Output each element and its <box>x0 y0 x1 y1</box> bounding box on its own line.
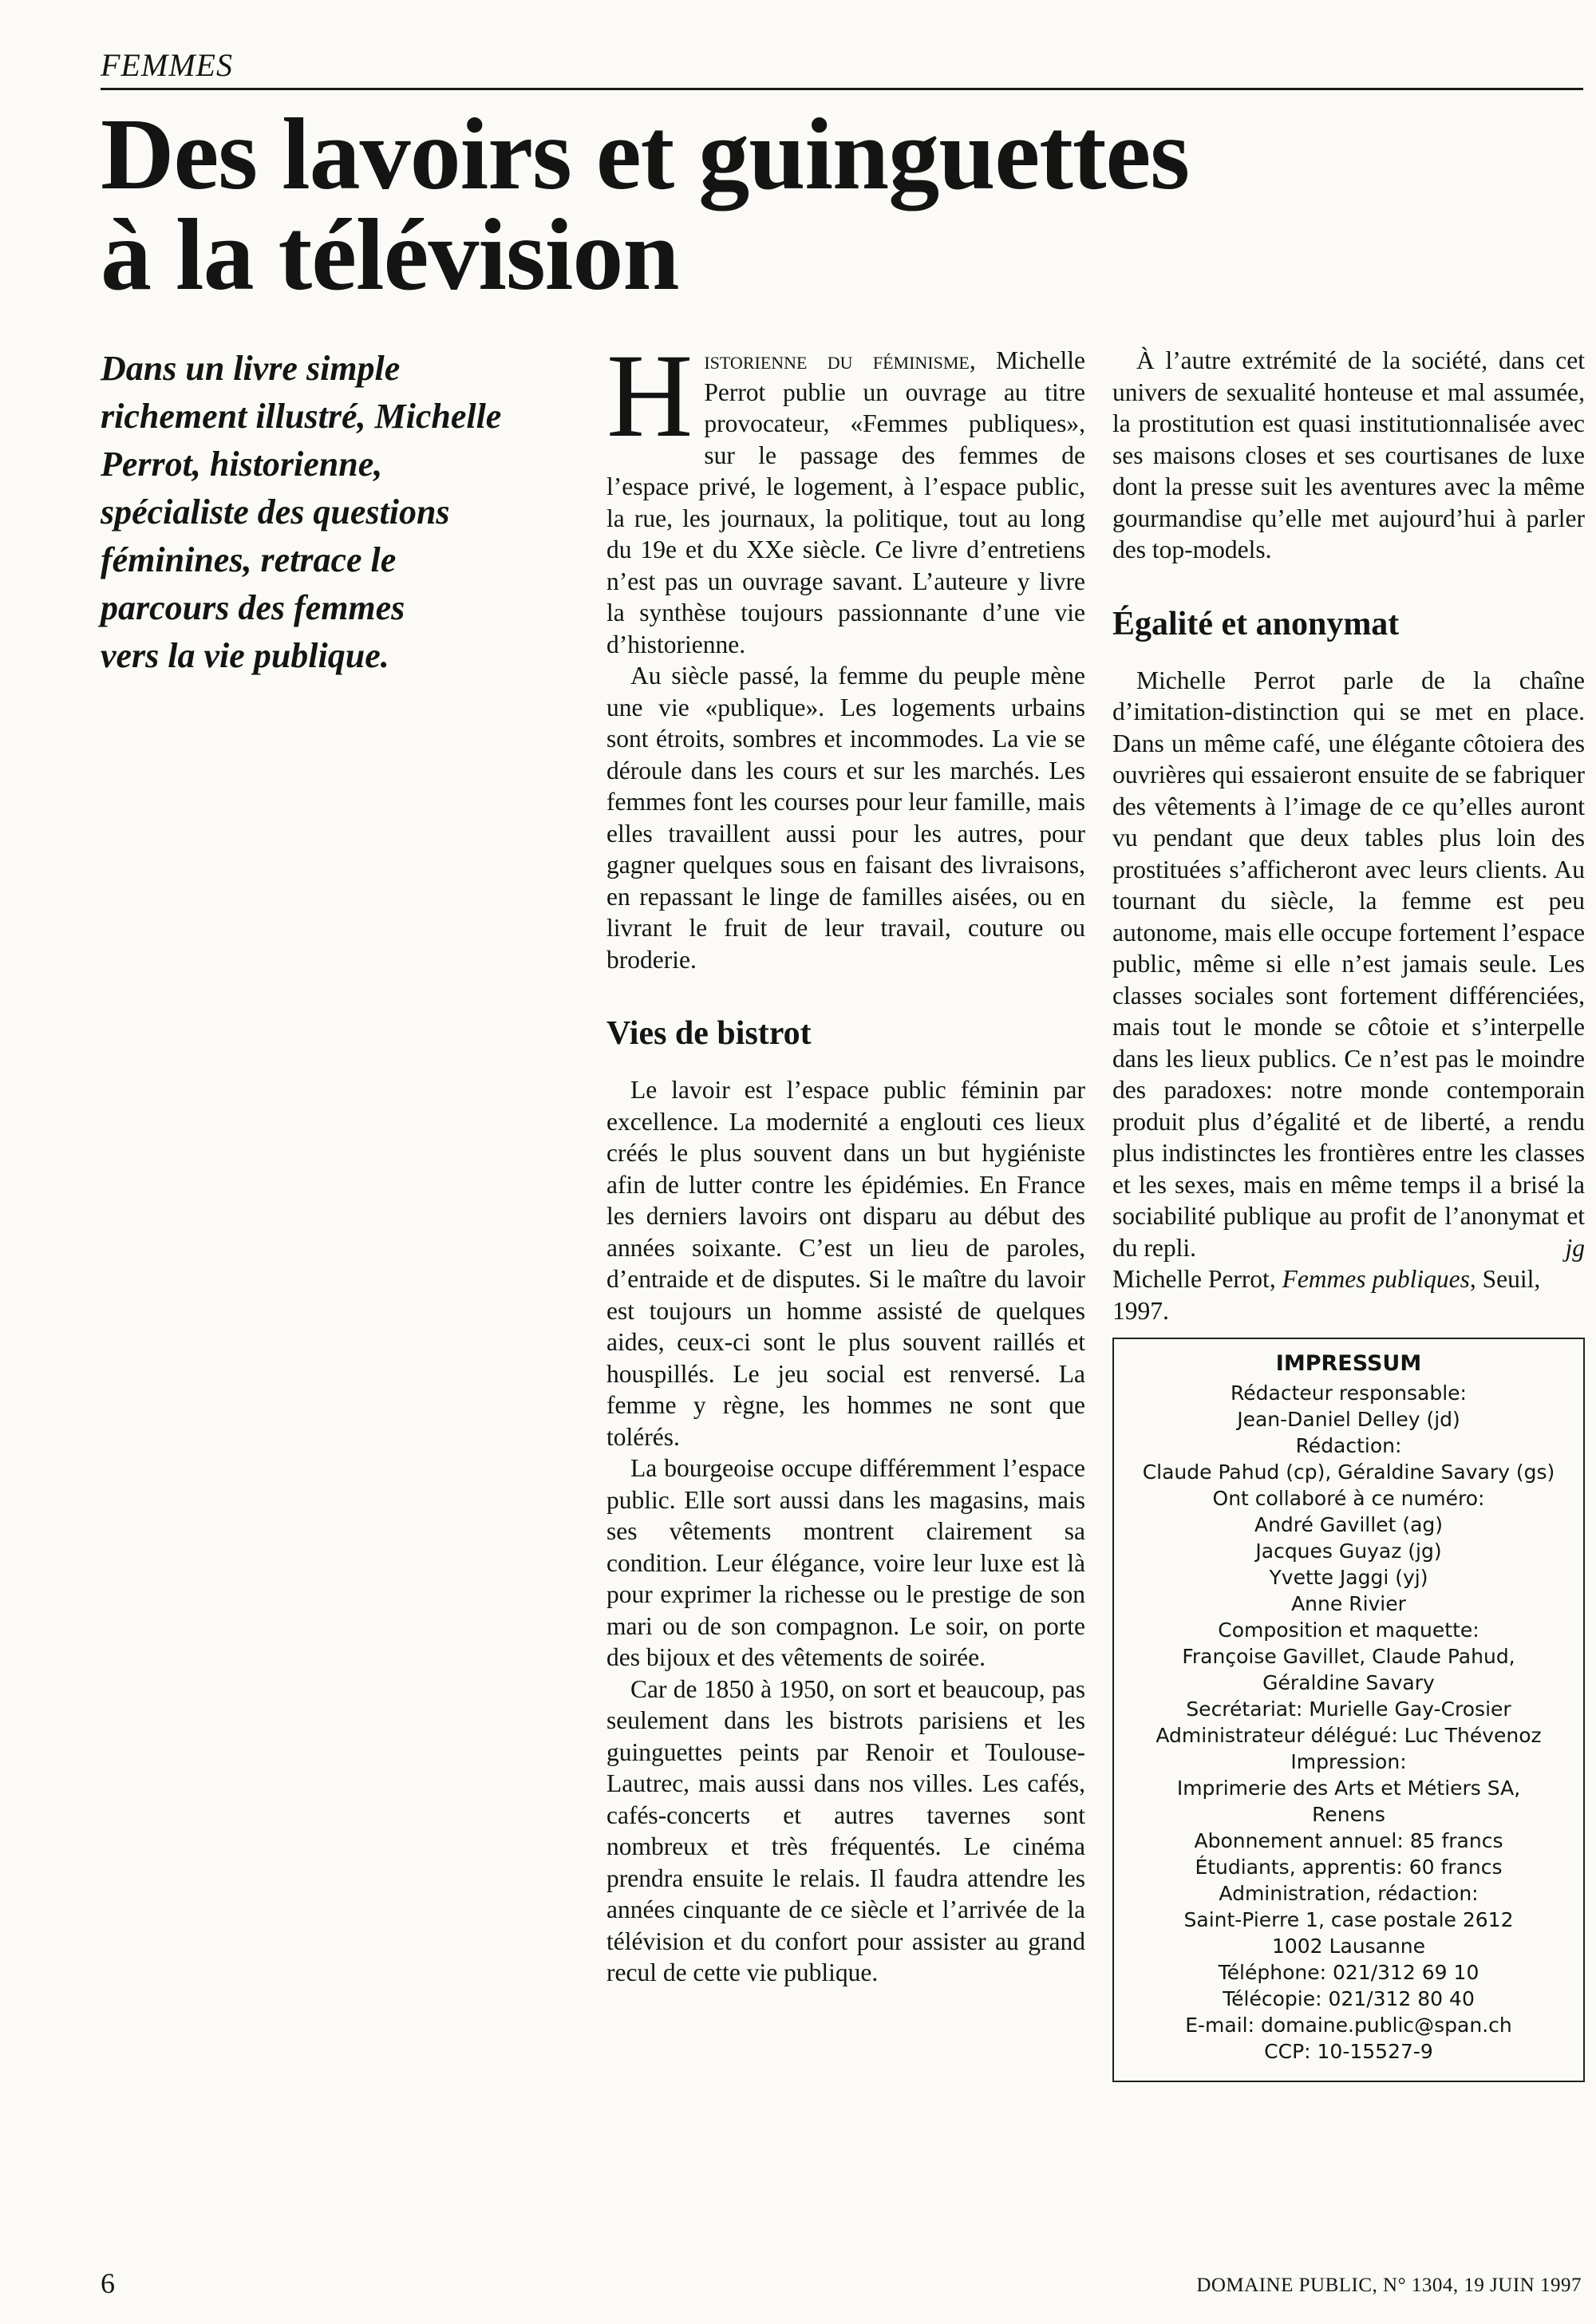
impressum-line: Composition et maquette: <box>1218 1618 1479 1642</box>
impressum-line: Ont collaboré à ce numéro: <box>1212 1487 1485 1510</box>
impressum-line: André Gavillet (ag) <box>1254 1513 1444 1536</box>
book-title: Femmes publiques <box>1282 1265 1470 1293</box>
page-number: 6 <box>101 2267 115 2299</box>
section-label: FEMMES <box>101 47 233 83</box>
impressum-line: CCP: 10-15527-9 <box>1264 2040 1433 2063</box>
lead-smallcaps: istorienne du féminisme, <box>704 346 976 374</box>
impressum-line: Saint-Pierre 1, case postale 2612 <box>1183 1908 1514 1931</box>
impressum-line: Secrétariat: Murielle Gay-Crosier <box>1186 1698 1511 1721</box>
impressum-line: Télécopie: 021/312 80 40 <box>1223 1987 1475 2010</box>
header-rule <box>101 88 1583 90</box>
impressum-line: Étudiants, apprentis: 60 francs <box>1195 1856 1503 1879</box>
impressum-title: IMPRESSUM <box>1275 1351 1422 1376</box>
book-reference <box>1112 1263 1585 1326</box>
paragraph: Car de 1850 à 1950, on sort et beaucoup, pas seulement dans les bistrots parisiens et les guinguettes peints par Renoir et Toulouse-Lautrec, mais aussi dans nos villes. Les cafés, cafés-concerts et autres tavernes sont nombreux et très fréquentés. Le cinéma prendra ensuite le relais. Il faudra attendre les années cinquante de ce siècle et l’arrivée de la télévision et du confort pour assister au grand recul de cette vie publique. <box>606 1674 1085 1986</box>
paragraph: Le lavoir est l’espace public féminin par excellence. La modernité a englouti ces lieux créés le plus souvent dans un but hygiéniste afin de lutter contre les épidémies. En France les derniers lavoirs ont disparu au début des années soixante. C’est un lieu de paroles, d’entraide et de disputes. Si le maître du lavoir est toujours un homme assisté de quelques aides, ceux-ci sont le plus souvent raillés et houspillés. Le jeu social est renversé. La femme y règne, les hommes ne sont que tolérés. <box>606 1076 1085 1451</box>
impressum-line: E-mail: domaine.public@span.ch <box>1185 2014 1512 2037</box>
drop-cap: H <box>606 330 693 462</box>
impressum-line: Géraldine Savary <box>1262 1671 1435 1694</box>
impressum-line: 1002 Lausanne <box>1271 1935 1426 1958</box>
impressum-line: Yvette Jaggi (yj) <box>1269 1566 1428 1589</box>
article-column-3 <box>1112 345 1585 2082</box>
book-author: Michelle Perrot, <box>1112 1265 1282 1293</box>
paragraph: Au siècle passé, la femme du peuple mène une vie «publique». Les logements urbains sont étroits, sombres et incommodes. La vie se déroule dans les cours et sur les marchés. Les femmes font les courses pour leur famille, mais elles travaillent aussi pour les autres, pour gagner quelques sous en faisant des livraisons, en repassant le linge de familles aisées, ou en livrant le fruit de leur travail, couture ou broderie. <box>606 662 1085 974</box>
impressum-line: Imprimerie des Arts et Métiers SA, <box>1176 1777 1521 1800</box>
impressum-box <box>1112 1338 1585 2082</box>
article-title <box>101 97 1377 311</box>
impressum-line: Françoise Gavillet, Claude Pahud, <box>1182 1645 1515 1668</box>
impressum-line: Téléphone: 021/312 69 10 <box>1218 1961 1479 1984</box>
impressum-line: Jacques Guyaz (jg) <box>1255 1539 1442 1563</box>
paragraph-final-text: Michelle Perrot parle de la chaîne d’imitation-distinction qui se met en place. Dans un même café, une élégante côtoiera des ouvrières qui essaieront ensuite de se fabriquer des vêtements à l’image de ce qu’elles auront vu pendant que deux tables plus loin des prostituées s’afficheront avec leurs clients. Au tournant du siècle, la femme est peu autonome, mais elle occupe fortement l’espace public, même si elle n’est jamais seule. Les classes sociales sont fortement différenciées, mais tout le monde se côtoie et s’interpelle dans les lieux publics. Ce n’est pas le moindre des paradoxes: notre monde contemporain produit plus d’égalité et de liberté, a rendu plus indistinctes les frontières entre les classes et les sexes, mais en même temps il a brisé la sociabilité publique au profit de l’anonymat et du repli. <box>1112 666 1585 1262</box>
subheading-vies-de-bistrot: Vies de bistrot <box>606 1015 812 1052</box>
impressum-line: Anne Rivier <box>1291 1592 1406 1615</box>
impressum-line: Rédacteur responsable: <box>1231 1381 1467 1405</box>
publication-info: DOMAINE PUBLIC, N° 1304, 19 JUIN 1997 <box>1196 2275 1582 2296</box>
title-line-2: à la télévision <box>101 198 679 311</box>
paragraph: À l’autre extrémité de la société, dans cet univers de sexualité honteuse et mal assumée, la prostitution est quasi institutionnalisée avec ses maisons closes et ses courtisanes de luxe dont la presse suit les aventures avec la même gourmandise qu’elle met aujourd’hui à parler des top-models. <box>1112 346 1585 563</box>
article-lead: Dans un livre simple richement illustré, Michelle Perrot, historienne, spécialiste des questions féminines, retrace le parcours des femmes vers la vie publique. <box>101 349 502 675</box>
impressum-line: Abonnement annuel: 85 francs <box>1194 1829 1503 1852</box>
impressum-line: Claude Pahud (cp), Géraldine Savary (gs) <box>1142 1460 1555 1484</box>
impressum-line: Jean-Daniel Delley (jd) <box>1237 1408 1460 1431</box>
impressum-line: Administrateur délégué: Luc Thévenoz <box>1156 1724 1542 1747</box>
article-column-2 <box>606 330 1085 1989</box>
impressum-line: Renens <box>1312 1803 1385 1826</box>
subheading-egalite-et-anonymat: Égalité et anonymat <box>1112 605 1400 642</box>
impressum-line: Administration, rédaction: <box>1219 1882 1479 1905</box>
book-publisher: , Seuil, 1997. <box>1112 1265 1541 1325</box>
paragraph-intro <box>606 330 1085 660</box>
impressum-lines <box>1122 1380 1575 2065</box>
paragraph-final <box>1112 665 1585 1264</box>
paragraph-intro-text: Michelle Perrot publie un ouvrage au titre provocateur, «Femmes publiques», sur le passage des femmes de l’espace privé, le logement, à l’espace public, la rue, les journaux, la politique, tout au long du 19e et du XXe siècle. Ce livre d’entretiens n’est pas un ouvrage savant. L’auteure y livre la synthèse toujours passionnante d’une vie d’historienne. <box>606 346 1085 658</box>
impressum-line: Rédaction: <box>1295 1434 1402 1457</box>
title-line-1: Des lavoirs et guinguettes <box>101 97 1190 211</box>
author-signature: jg <box>1565 1233 1585 1262</box>
impressum-line: Impression: <box>1290 1750 1407 1773</box>
paragraph: La bourgeoise occupe différemment l’espace public. Elle sort aussi dans les magasins, mais ses vêtements montrent clairement sa condition. Leur élégance, voire leur luxe est là pour exprimer la richesse ou le prestige de son mari ou de son compagnon. Le soir, on porte des bijoux et des vêtements de soirée. <box>606 1454 1085 1671</box>
